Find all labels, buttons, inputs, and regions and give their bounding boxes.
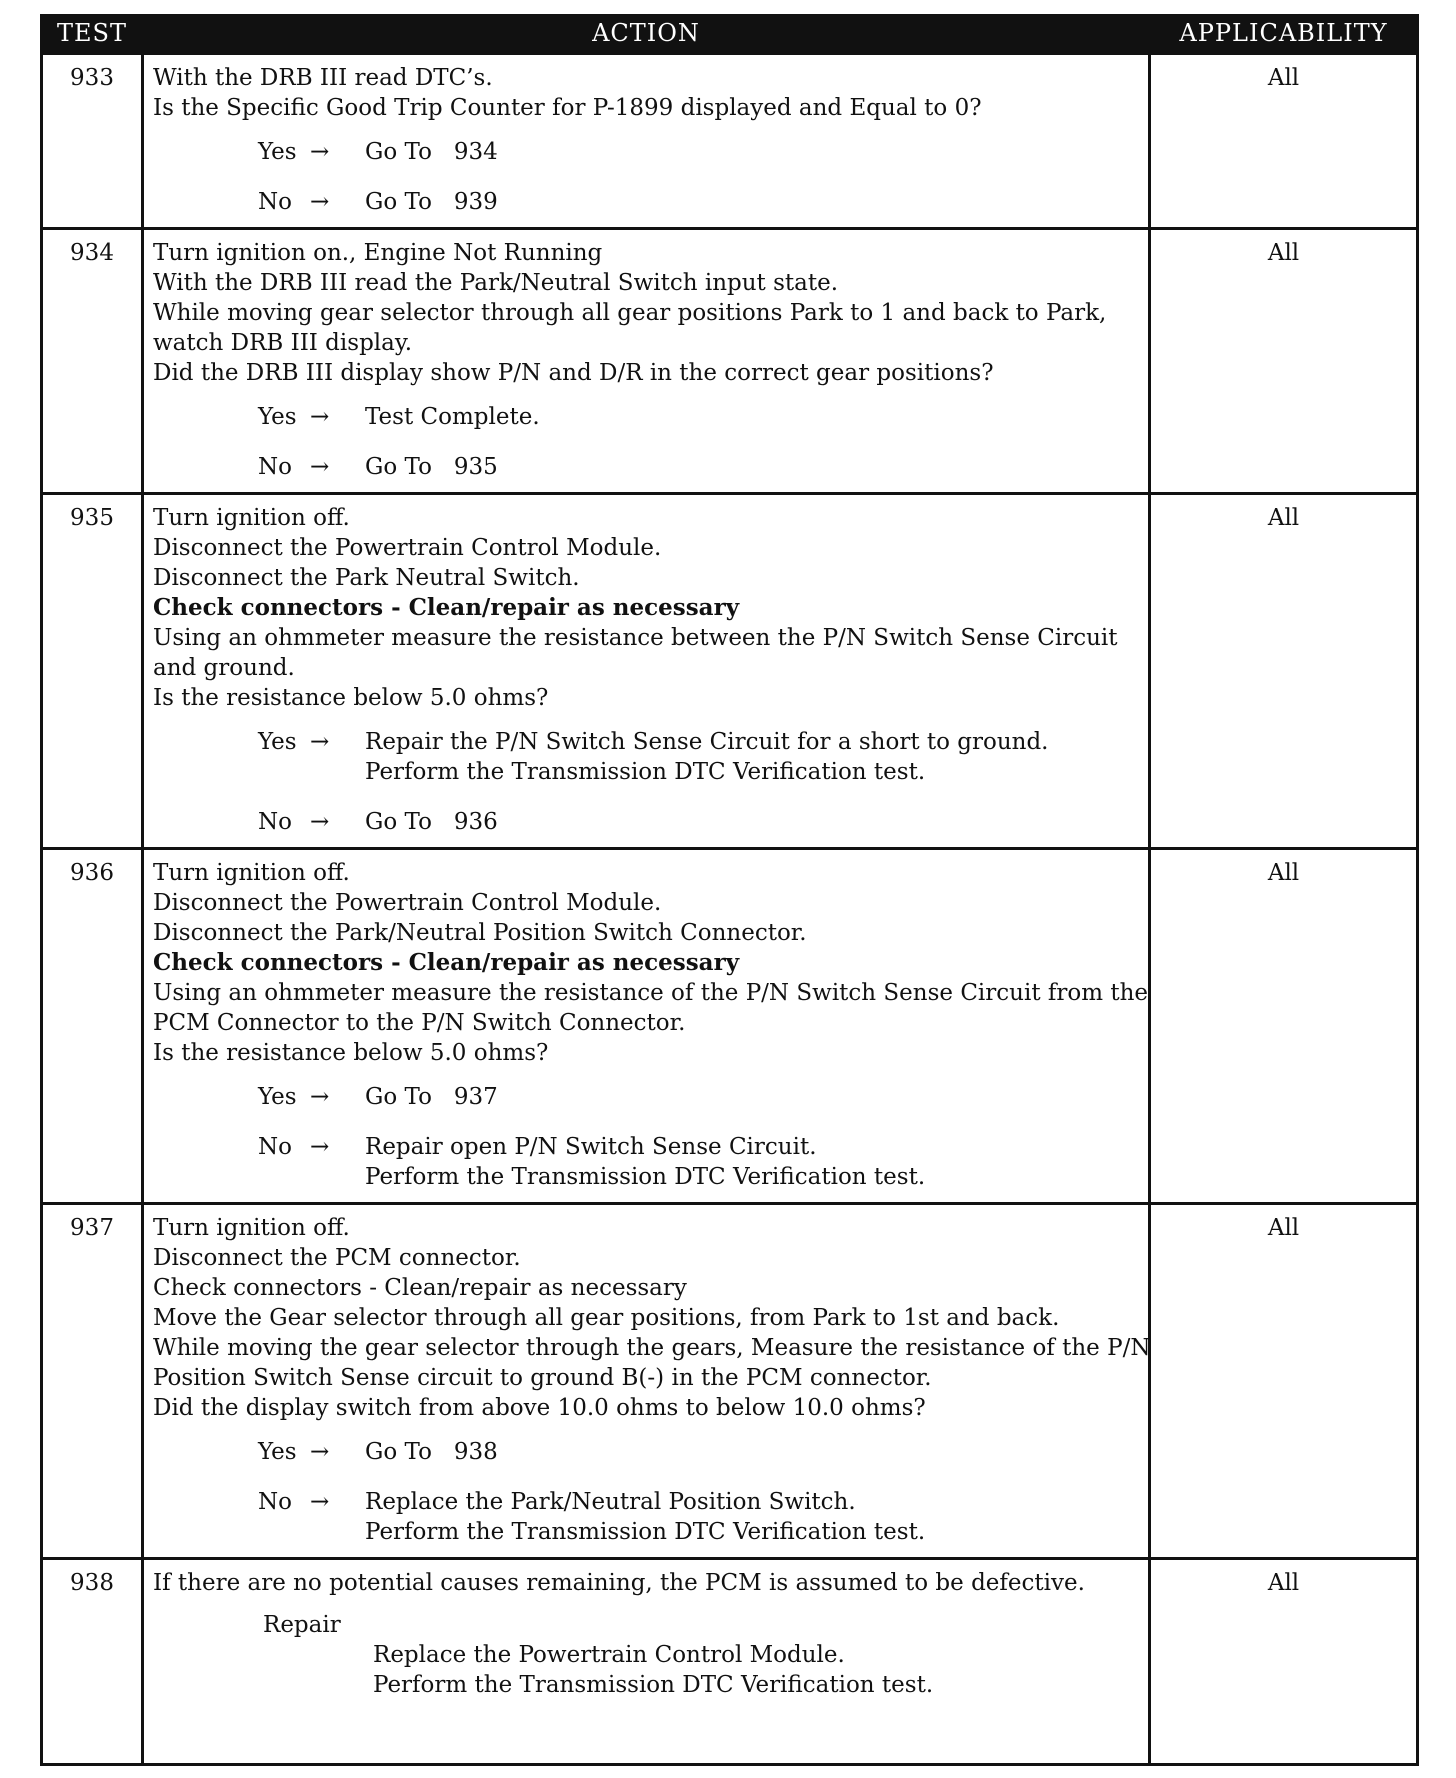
outcome-answer: No [258,189,292,215]
repair-block [263,1610,1140,1700]
right-arrow-icon: → [310,809,330,835]
action-cell [143,54,1150,229]
applicability-value: All [1150,229,1418,494]
test-number: 938 [42,1559,143,1765]
action-cell [143,1204,1150,1559]
outcome-result-line: Go To 935 [365,454,498,480]
action-line: Using an ohmmeter measure the resistance of the P/N Switch Sense Circuit from the [153,980,1149,1006]
outcome-answer: No [258,1134,292,1160]
action-line: Position Switch Sense circuit to ground B(-) in the PCM connector. [153,1365,932,1391]
outcome-result [365,137,1140,167]
outcome-answer: Yes [258,404,297,430]
applicability-value: All [1150,1559,1418,1765]
action-line: Check connectors - Clean/repair as necessary [153,1275,687,1301]
outcome-answer: Yes [258,139,297,165]
outcome-result-line: Test Complete. [365,404,540,430]
action-line: Using an ohmmeter measure the resistance between the P/N Switch Sense Circuit [153,625,1118,651]
header-action: ACTION [143,14,1150,54]
test-number: 935 [42,494,143,849]
repair-label: Repair [263,1612,341,1638]
table-row [42,849,1418,1204]
header-applicability: APPLICABILITY [1150,14,1418,54]
action-emphasis-line: Check connectors - Clean/repair as necessary [153,594,740,621]
applicability-value: All [1150,849,1418,1204]
right-arrow-icon: → [310,1439,330,1465]
action-line: watch DRB III display. [153,330,413,356]
repair-step-line: Perform the Transmission DTC Verification test. [373,1672,934,1698]
outcome-result [365,1437,1140,1467]
outcome-result-line: Repair the P/N Switch Sense Circuit for a short to ground. [365,729,1049,755]
outcome-result [365,807,1140,837]
table-row [42,1559,1418,1765]
action-line: Disconnect the Park Neutral Switch. [153,565,580,591]
outcome-answer: Yes [258,1084,297,1110]
outcome-result-line: Perform the Transmission DTC Verification test. [365,759,926,785]
outcome-no [258,807,1140,837]
action-cell [143,229,1150,494]
table-header-row [42,14,1418,54]
action-line: Turn ignition off. [153,1215,350,1241]
outcome-no [258,1132,1140,1192]
outcome-no [258,1487,1140,1547]
right-arrow-icon: → [310,1489,330,1515]
outcome-result [365,727,1140,787]
action-emphasis-line: Check connectors - Clean/repair as necessary [153,949,740,976]
outcome-answer: No [258,809,292,835]
action-line: Disconnect the Park/Neutral Position Switch Connector. [153,920,807,946]
action-line: Did the display switch from above 10.0 ohms to below 10.0 ohms? [153,1395,926,1421]
outcome-list [153,402,1140,482]
outcome-result-line: Go To 938 [365,1439,498,1465]
right-arrow-icon: → [310,454,330,480]
action-line: Turn ignition off. [153,505,350,531]
action-line: If there are no potential causes remaining, the PCM is assumed to be defective. [153,1570,1085,1596]
action-line: With the DRB III read DTC’s. [153,65,493,91]
action-line: Turn ignition on., Engine Not Running [153,240,603,266]
outcome-result-line: Perform the Transmission DTC Verification test. [365,1164,926,1190]
outcome-answer: Yes [258,1439,297,1465]
outcome-list [153,727,1140,837]
repair-step-line: Replace the Powertrain Control Module. [373,1642,845,1668]
action-cell [143,849,1150,1204]
outcome-result-line: Go To 936 [365,809,498,835]
diagnostic-test-table [40,14,1419,1766]
action-line: PCM Connector to the P/N Switch Connector. [153,1010,686,1036]
outcome-no [258,187,1140,217]
outcome-yes [258,727,1140,787]
table-row [42,54,1418,229]
action-line: Is the Specific Good Trip Counter for P-1899 displayed and Equal to 0? [153,95,982,121]
action-line: While moving the gear selector through the gears, Measure the resistance of the P/N [153,1335,1151,1361]
right-arrow-icon: → [310,1084,330,1110]
outcome-result-line: Go To 939 [365,189,498,215]
action-line: With the DRB III read the Park/Neutral Switch input state. [153,270,839,296]
right-arrow-icon: → [310,729,330,755]
applicability-value: All [1150,54,1418,229]
action-line: Disconnect the PCM connector. [153,1245,521,1271]
right-arrow-icon: → [310,139,330,165]
action-line: Did the DRB III display show P/N and D/R in the correct gear positions? [153,360,994,386]
outcome-yes [258,137,1140,167]
test-number: 934 [42,229,143,494]
table-row [42,1204,1418,1559]
right-arrow-icon: → [310,189,330,215]
action-line: Move the Gear selector through all gear positions, from Park to 1st and back. [153,1305,1060,1331]
applicability-value: All [1150,1204,1418,1559]
outcome-no [258,452,1140,482]
outcome-result-line: Repair open P/N Switch Sense Circuit. [365,1134,817,1160]
action-line: Disconnect the Powertrain Control Module. [153,890,662,916]
outcome-result-line: Go To 934 [365,139,498,165]
applicability-value: All [1150,494,1418,849]
outcome-result-line: Perform the Transmission DTC Verification test. [365,1519,926,1545]
action-line: While moving gear selector through all gear positions Park to 1 and back to Park, [153,300,1107,326]
action-line: Is the resistance below 5.0 ohms? [153,1040,549,1066]
test-number: 933 [42,54,143,229]
outcome-answer: No [258,1489,292,1515]
table-body [42,54,1418,1765]
test-number: 937 [42,1204,143,1559]
right-arrow-icon: → [310,1134,330,1160]
outcome-result [365,187,1140,217]
action-line: Turn ignition off. [153,860,350,886]
outcome-result-line: Go To 937 [365,1084,498,1110]
outcome-result-line: Replace the Park/Neutral Position Switch. [365,1489,856,1515]
outcome-result [365,452,1140,482]
action-cell [143,494,1150,849]
action-line: Disconnect the Powertrain Control Module. [153,535,662,561]
outcome-answer: No [258,454,292,480]
action-cell [143,1559,1150,1765]
header-test: TEST [42,14,143,54]
outcome-yes [258,1082,1140,1112]
outcome-result [365,402,1140,432]
outcome-list [153,1437,1140,1547]
outcome-list [153,1082,1140,1192]
table-row [42,494,1418,849]
outcome-yes [258,402,1140,432]
action-line: and ground. [153,655,295,681]
outcome-result [365,1487,1140,1547]
right-arrow-icon: → [310,404,330,430]
outcome-list [153,137,1140,217]
test-number: 936 [42,849,143,1204]
outcome-answer: Yes [258,729,297,755]
outcome-result [365,1082,1140,1112]
repair-steps [373,1640,1140,1700]
table-row [42,229,1418,494]
outcome-result [365,1132,1140,1192]
action-line: Is the resistance below 5.0 ohms? [153,685,549,711]
outcome-yes [258,1437,1140,1467]
